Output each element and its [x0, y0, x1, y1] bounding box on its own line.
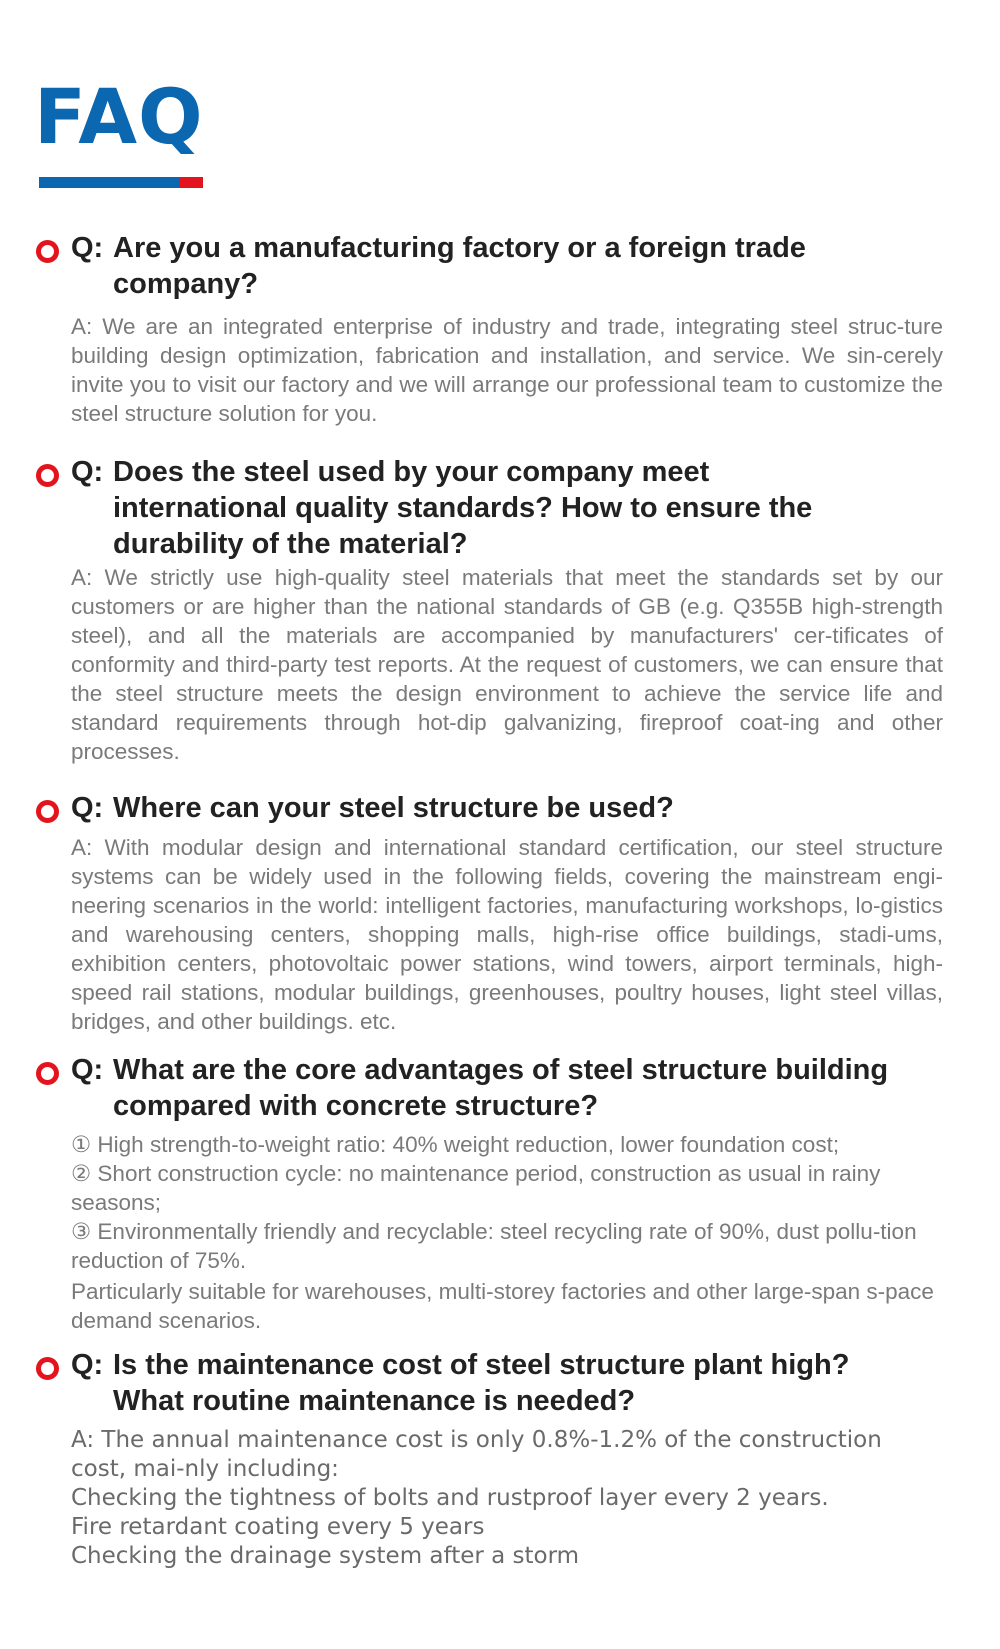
- faq-answer: [71, 312, 943, 428]
- maintenance-item: Fire retardant coating every 5 years: [71, 1514, 485, 1540]
- answer-note: Particularly suitable for warehouses, multi-storey factories and other large-span s-pace demand scenarios.: [71, 1279, 934, 1333]
- circle-bullet-icon: [36, 1062, 59, 1085]
- circle-bullet-icon: [36, 1357, 59, 1380]
- advantage-item: ③ Environmentally friendly and recyclable: steel recycling rate of 90%, dust pollu-tion reduction of 75%.: [71, 1219, 917, 1273]
- answer-paragraph: A: We strictly use high-quality steel materials that meet the standards set by our customers or are higher than the national standards of GB (e.g. Q355B high-strength steel), and all the materials are accompanied by manufacturers' cer-tificates of conformity and third-party test reports. At the request of customers, we can ensure that the steel structure meets the design environment to achieve the service life and standard requirements through hot-dip galvanizing, fireproof coat-ing and other processes.: [71, 565, 943, 764]
- question-prefix: Q:: [71, 1054, 104, 1086]
- circle-bullet-icon: [36, 464, 59, 487]
- question-prefix: Q:: [71, 456, 104, 488]
- faq-answer: [71, 833, 943, 1036]
- answer-paragraph: A: The annual maintenance cost is only 0.8%-1.2% of the construction cost, mai-nly including:: [71, 1427, 882, 1482]
- answer-paragraph: A: We are an integrated enterprise of industry and trade, integrating steel struc-ture building design optimization, fabrication and installation, and service. We sin-cerely invite you to visit our factory and we will arrange our professional team to customize the steel structure solution for you.: [71, 314, 943, 426]
- circle-bullet-icon: [36, 800, 59, 823]
- faq-answer: [71, 563, 943, 766]
- question-prefix: Q:: [71, 232, 104, 264]
- maintenance-item: Checking the tightness of bolts and rustproof layer every 2 years.: [71, 1485, 829, 1511]
- advantage-item: ② Short construction cycle: no maintenance period, construction as usual in rainy seasons;: [71, 1161, 881, 1215]
- underline-blue-segment: [39, 177, 179, 188]
- question-text: Are you a manufacturing factory or a foreign trade company?: [113, 232, 806, 300]
- question-text: What are the core advantages of steel structure building compared with concrete structure?: [113, 1054, 889, 1122]
- page-title: FAQ: [34, 72, 204, 161]
- title-underline: [39, 177, 203, 188]
- maintenance-item: Checking the drainage system after a storm: [71, 1543, 580, 1569]
- question-prefix: Q:: [71, 792, 104, 824]
- question-text: Where can your steel structure be used?: [113, 792, 674, 824]
- faq-answer: [71, 1426, 943, 1571]
- circle-bullet-icon: [36, 240, 59, 263]
- question-text: Does the steel used by your company meet international quality standards? How to ensure the durability of the material?: [113, 456, 813, 560]
- question-text: Is the maintenance cost of steel structure plant high? What routine maintenance is needed?: [113, 1349, 850, 1417]
- question-prefix: Q:: [71, 1349, 104, 1381]
- underline-red-segment: [179, 177, 203, 188]
- advantage-item: ① High strength-to-weight ratio: 40% weight reduction, lower foundation cost;: [71, 1132, 840, 1157]
- faq-answer: [71, 1130, 943, 1335]
- answer-paragraph: A: With modular design and international standard certification, our steel structure systems can be widely used in the following fields, covering the mainstream engi-neering scenarios in the world: intelligent factories, manufacturing workshops, lo-gistics and warehousing centers, shopping malls, high-rise office buildings, stadi-ums, exhibition centers, photovoltaic power stations, wind towers, airport terminals, high-speed rail stations, modular buildings, greenhouses, poultry houses, light steel villas, bridges, and other buildings. etc.: [71, 835, 943, 1034]
